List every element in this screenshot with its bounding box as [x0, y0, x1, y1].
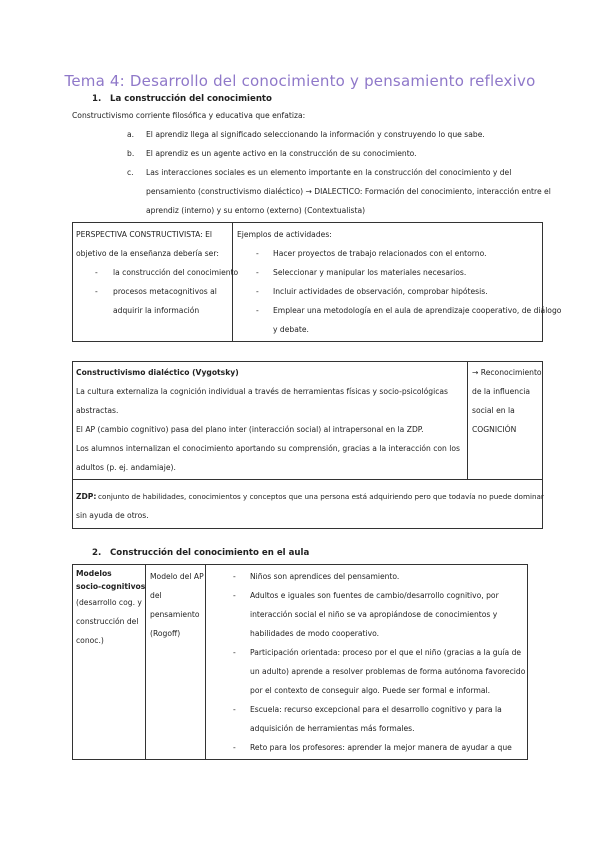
- models-heading: socio-cognitivos: [76, 582, 146, 591]
- bullet-dash: -: [256, 268, 259, 277]
- models-text: construcción del: [76, 617, 139, 626]
- rogoff-point: un adulto) aprende a resolver problemas de forma autónoma favorecido: [250, 667, 526, 676]
- models-text: conoc.): [76, 636, 104, 645]
- bullet-dash: -: [233, 743, 236, 752]
- bullet-dash: -: [233, 572, 236, 581]
- rogoff-model: Modelo del AP: [150, 572, 204, 581]
- activity-item: Hacer proyectos de trabajo relacionados con el entorno.: [273, 249, 487, 258]
- vygotsky-text: El AP (cambio cognitivo) pasa del plano inter (interacción social) al intrapersonal en la ZDP.: [76, 425, 424, 434]
- rogoff-point: por el contexto de conseguir algo. Puede ser formal e informal.: [250, 686, 491, 695]
- bullet-dash: -: [256, 249, 259, 258]
- vygotsky-text: Los alumnos internalizan el conocimiento aportando su comprensión, gracias a la interacción con los: [76, 444, 460, 453]
- vygotsky-text: abstractas.: [76, 406, 119, 415]
- table-divider: [232, 222, 233, 342]
- rogoff-model: (Rogoff): [150, 629, 181, 638]
- section-1-heading: La construcción del conocimiento: [110, 94, 272, 104]
- activity-item: Seleccionar y manipular los materiales necesarios.: [273, 268, 467, 277]
- bullet-dash: -: [95, 287, 98, 296]
- perspective-bullet: la construcción del conocimiento: [113, 268, 239, 277]
- cognition-note: COGNICIÓN: [472, 425, 517, 434]
- rogoff-model: pensamiento: [150, 610, 200, 619]
- rogoff-point: Escuela: recurso excepcional para el desarrollo cognitivo y para la: [250, 705, 502, 714]
- bullet-dash: -: [256, 287, 259, 296]
- bullet-dash: -: [233, 648, 236, 657]
- activity-item: y debate.: [273, 325, 309, 334]
- table-divider: [467, 361, 468, 479]
- zdp-definition: sin ayuda de otros.: [76, 511, 149, 520]
- zdp-definition: conjunto de habilidades, conocimientos y conceptos que una persona está adquiriendo pero que todavía no puede dominar: [98, 492, 544, 501]
- vygotsky-heading: Constructivismo dialéctico (Vygotsky): [76, 368, 239, 377]
- rogoff-model: del: [150, 591, 162, 600]
- item-c-line: pensamiento (constructivismo dialéctico) → DIALECTICO: Formación del conocimiento, interacción entre el: [146, 187, 551, 196]
- perspective-bullet: adquirir la información: [113, 306, 200, 315]
- bullet-dash: -: [95, 268, 98, 277]
- cognition-note: de la influencia: [472, 387, 531, 396]
- perspective-text: PERSPECTIVA CONSTRUCTIVISTA: El: [76, 230, 213, 239]
- rogoff-point: Participación orientada: proceso por el que el niño (gracias a la guía de: [250, 648, 522, 657]
- item-c-marker: c.: [127, 168, 134, 177]
- cognition-note: → Reconocimiento: [472, 368, 542, 377]
- models-text: (desarrollo cog. y: [76, 598, 142, 607]
- vygotsky-text: adultos (p. ej. andamiaje).: [76, 463, 176, 472]
- section-1-intro: Constructivismo corriente filosófica y educativa que enfatiza:: [72, 111, 306, 120]
- item-c-line: Las interacciones sociales es un elemento importante en la construcción del conocimiento y del: [146, 168, 512, 177]
- section-2-heading: Construcción del conocimiento en el aula: [110, 548, 310, 558]
- bullet-dash: -: [233, 705, 236, 714]
- activity-item: Emplear una metodología en el aula de aprendizaje cooperativo, de diálogo: [273, 306, 562, 315]
- models-heading: Modelos: [76, 569, 112, 578]
- item-b-text: El aprendiz es un agente activo en la construcción de su conocimiento.: [146, 149, 417, 158]
- cognition-note: social en la: [472, 406, 515, 415]
- table-divider: [205, 564, 206, 760]
- activity-item: Incluir actividades de observación, comprobar hipótesis.: [273, 287, 488, 296]
- rogoff-point: Niños son aprendices del pensamiento.: [250, 572, 400, 581]
- item-a-text: El aprendiz llega al significado seleccionando la información y construyendo lo que sabe.: [146, 130, 485, 139]
- bullet-dash: -: [256, 306, 259, 315]
- rogoff-point: adquisición de herramientas más formales.: [250, 724, 415, 733]
- vygotsky-text: La cultura externaliza la cognición individual a través de herramientas físicas y socio-psicológicas: [76, 387, 449, 396]
- perspective-bullet: procesos metacognitivos al: [113, 287, 217, 296]
- table-divider: [145, 564, 146, 760]
- bullet-dash: -: [233, 591, 236, 600]
- item-a-marker: a.: [127, 130, 135, 139]
- rogoff-point: interacción social el niño se va apropiándose de conocimientos y: [250, 610, 498, 619]
- item-b-marker: b.: [127, 149, 135, 158]
- activities-heading: Ejemplos de actividades:: [237, 230, 332, 239]
- rogoff-point: Adultos e iguales son fuentes de cambio/desarrollo cognitivo, por: [250, 591, 499, 600]
- section-2-number: 2.: [92, 548, 102, 558]
- page-title: Tema 4: Desarrollo del conocimiento y pensamiento reflexivo: [64, 72, 536, 90]
- section-1-number: 1.: [92, 94, 102, 104]
- rogoff-point: Reto para los profesores: aprender la mejor manera de ayudar a que: [250, 743, 512, 752]
- table-divider: [72, 479, 543, 480]
- zdp-label: ZDP:: [76, 492, 97, 501]
- rogoff-point: habilidades de modo cooperativo.: [250, 629, 380, 638]
- item-c-line: aprendiz (interno) y su entorno (externo) (Contextualista): [146, 206, 366, 215]
- perspective-text: objetivo de la enseñanza debería ser:: [76, 249, 219, 258]
